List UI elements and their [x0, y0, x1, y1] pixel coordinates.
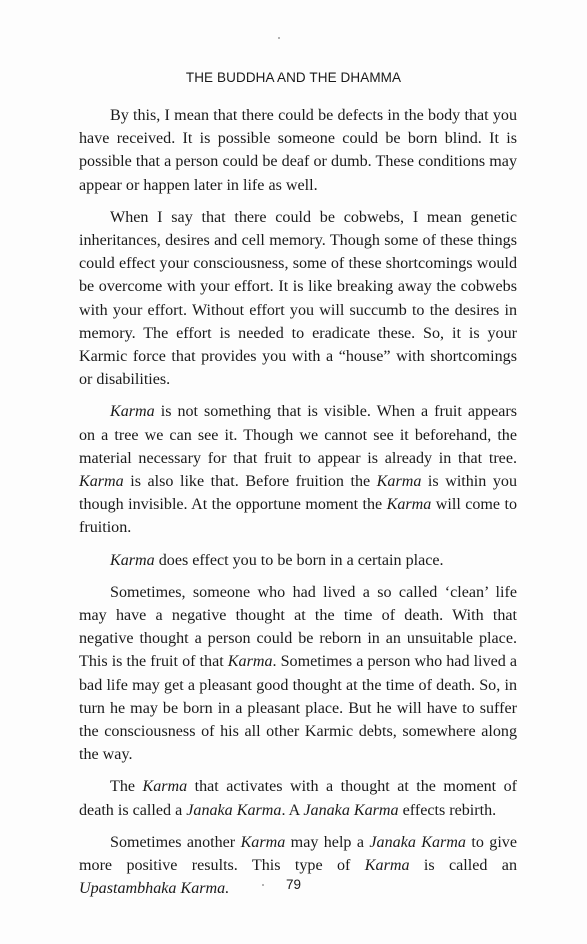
text-run: may help a	[285, 833, 370, 851]
text-run: The	[110, 778, 143, 796]
text-run: When I say that there could be cobwebs, I mean genetic inheritances, desires and cell memory. Though some of these things could effect your consciousness, some of these shortcomings would be overcome with your effort. It is like breaking away the cobwebs with your effort. Without effort you will succumb to the desires in memory. The effort is needed to eradicate these. So, it is your Karmic force that provides you with a “house” with shortcomings or disabilities.	[79, 208, 517, 389]
text-run: . A	[281, 801, 304, 819]
paragraph	[79, 104, 517, 197]
text-run: effects rebirth.	[398, 801, 497, 819]
text-run: . Sometimes a person who had lived a bad life may get a pleasant good thought at the time of death. So, in turn he may be born in a pleasant place. But he will have to suffer the consciousness of his all other Karmic debts, somewhere along the way.	[79, 653, 517, 764]
paragraph	[79, 400, 517, 539]
text-run: By this, I mean that there could be defects in the body that you have received. It is possible someone could be born blind. It is possible that a person could be deaf or dumb. These conditions may appear or happen later in life as well.	[79, 107, 517, 194]
italic-term: Karma	[364, 857, 410, 875]
italic-term: Karma	[142, 778, 188, 796]
paragraph	[79, 581, 517, 767]
italic-term: Janaka Karma	[186, 801, 282, 819]
page-number: 79	[285, 877, 302, 892]
text-run: will come to fruition.	[79, 496, 518, 537]
italic-term: Karma	[110, 403, 155, 421]
paragraph	[79, 206, 517, 392]
italic-term: Karma	[240, 833, 286, 851]
text-run: does effect you to be born in a certain place.	[154, 551, 444, 569]
paragraph	[79, 549, 517, 572]
text-run: is not something that is visible. When a fruit appears on a tree we can see it. Though we cannot see it beforehand, the material necessary for that fruit to appear is already in that tree.	[79, 403, 517, 467]
italic-term: Karma	[79, 473, 124, 491]
italic-term: Karma	[227, 653, 273, 671]
text-run: is also like that. Before fruition the	[123, 473, 377, 491]
italic-term: Karma	[110, 551, 155, 569]
text-run: to give more positive results. This type of	[79, 833, 517, 875]
print-speck	[278, 37, 280, 39]
text-run: is within you though invisible. At the opportune moment the	[79, 473, 518, 514]
italic-term: Upastambhaka Karma.	[79, 880, 230, 898]
print-speck	[262, 884, 264, 886]
text-run: is called an	[409, 857, 517, 875]
italic-term: Karma	[386, 496, 432, 514]
italic-term: Janaka Karma	[369, 833, 466, 851]
running-header: THE BUDDHA AND THE DHAMMA	[185, 70, 402, 85]
italic-term: Janaka Karma	[303, 801, 399, 819]
body-text	[79, 104, 517, 910]
text-run: Sometimes another	[110, 833, 241, 851]
paragraph	[79, 775, 517, 821]
text-run: Sometimes, someone who had lived a so called ‘clean’ life may have a negative thought at the time of death. With that negative thought a person could be reborn in an unsuitable place. This is the fruit of that	[79, 583, 517, 671]
text-run: that activates with a thought at the moment of death is called a	[79, 778, 517, 819]
italic-term: Karma	[376, 473, 422, 491]
